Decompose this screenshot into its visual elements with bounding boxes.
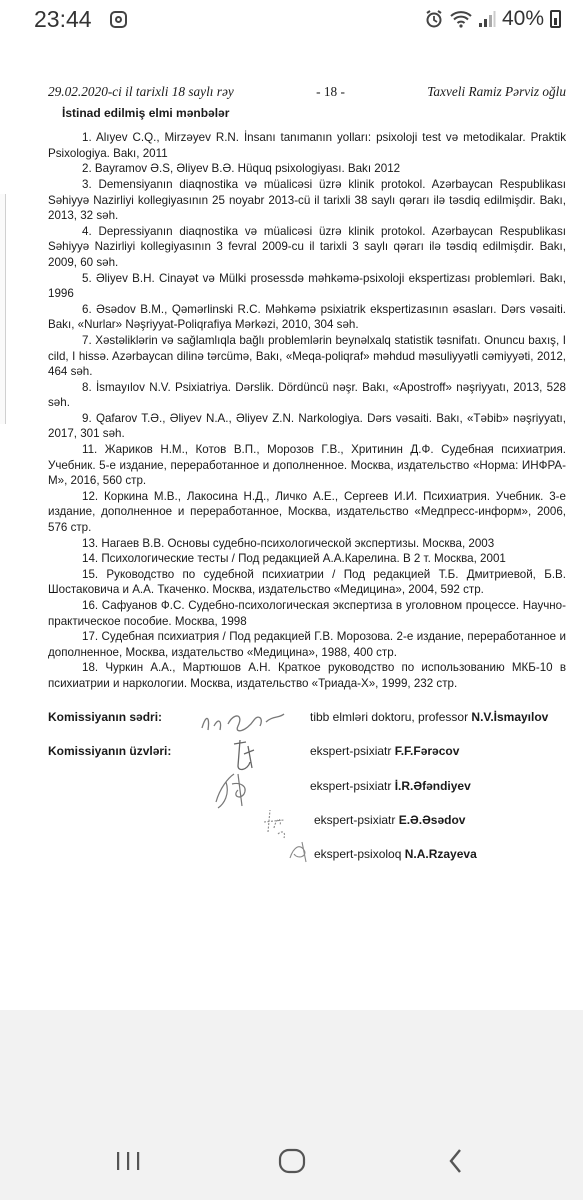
document-header bbox=[48, 84, 566, 100]
commission-members-label: Komissiyanın üzvləri: bbox=[48, 743, 172, 758]
back-button[interactable] bbox=[436, 1148, 476, 1174]
edge-panel-handle[interactable] bbox=[0, 194, 6, 424]
reference-item: 6. Əsədov B.M., Qəmərlinski R.C. Məhkəmə psixiatrik ekspertizasının əsasları. Dərs vəsaiti. Bakı, «Nurlar» Nəşriyyat-Poliqrafiya Mərkəzi, 2010, 304 səh. bbox=[48, 302, 566, 332]
member-name: F.F.Fərəcov bbox=[394, 743, 460, 758]
camera-icon bbox=[110, 11, 127, 28]
home-icon bbox=[278, 1148, 306, 1174]
reference-item: 7. Xəstəliklərin və sağlamlıqla bağlı problemlərin beynəlxalq statistik təsnifatı. Onuncu baxış, I cild, I hissə. Azərbaycan dilinə tərcümə, Bakı, «Meqa-poliqraf» məhdud məsuliyyətli cəmiyyəti, 2012, 464 səh. bbox=[48, 333, 566, 379]
reference-item: 1. Alıyev C.Q., Mirzəyev R.N. İnsanı tanımanın yolları: psixoloji test və metodikalar. Praktik Psixologiya. Bakı, 2011 bbox=[48, 131, 566, 160]
document-body bbox=[48, 84, 566, 866]
commission-chair-label: Komissiyanın sədri: bbox=[48, 709, 163, 724]
wifi-icon bbox=[450, 10, 472, 28]
back-icon bbox=[448, 1148, 464, 1174]
reference-item: 13. Нагаев В.В. Основы судебно-психологической экспертизы. Москва, 2003 bbox=[82, 536, 495, 550]
member-row bbox=[314, 813, 465, 829]
reference-item: 18. Чуркин А.А., Мартюшов А.Н. Краткое руководство по использованию МКБ-10 в психиатрии и наркологии. Москва, издательство «Триада-Х», 1999, 232 стр. bbox=[48, 661, 566, 690]
signal-icon bbox=[478, 10, 496, 28]
member-name: E.Ə.Əsədov bbox=[398, 812, 466, 827]
member-title: ekspert-psixiatr bbox=[310, 778, 392, 793]
signature-member bbox=[208, 768, 258, 812]
battery-percent: 40% bbox=[501, 7, 544, 30]
member-row bbox=[310, 779, 471, 795]
reference-item: 3. Demensiyanın diaqnostika və müalicəsi üzrə klinik protokol. Azərbaycan Respublikası Səhiyyə Nazirliyi kollegiyasının 25 noyabr 2013-cü il tarixli 38 saylı qərarı ilə təsdiq edilmişdir. Bakı, 2013, 32 səh. bbox=[48, 177, 566, 223]
chair-name: N.V.İsmayılov bbox=[471, 709, 549, 724]
status-bar bbox=[0, 0, 583, 44]
signature-member bbox=[284, 836, 314, 866]
battery-icon bbox=[550, 10, 561, 28]
document-page[interactable] bbox=[0, 44, 583, 1010]
alarm-icon bbox=[424, 9, 444, 29]
chair-row bbox=[310, 710, 548, 726]
home-button[interactable] bbox=[272, 1148, 312, 1174]
reference-item: 17. Судебная психиатрия / Под редакцией Г.В. Морозова. 2-е издание, переработанное и дополненное, Москва, издательство «Медицина», 1988, 400 стр. bbox=[48, 630, 566, 659]
member-name: İ.R.Əfəndiyev bbox=[394, 778, 471, 793]
recents-icon bbox=[115, 1150, 141, 1172]
section-title: İstinad edilmiş elmi mənbələr bbox=[62, 105, 230, 120]
reference-item: 5. Əliyev B.H. Cinayət və Mülki prosessdə məhkəmə-psixoloji ekspertizası problemləri. Bakı, 1996 bbox=[48, 271, 566, 301]
member-title: ekspert-psixiatr bbox=[314, 812, 396, 827]
reference-item: 14. Психологические тесты / Под редакцией А.А.Карелина. В 2 т. Москва, 2001 bbox=[82, 552, 506, 566]
reference-item: 15. Руководство по судебной психиатрии / Под редакцией Т.Б. Дмитриевой, Б.В. Шостаковича и А.А. Ткаченко. Москва, издательство «Медицина», 2004, 592 стр. bbox=[48, 567, 566, 597]
header-left: 29.02.2020-ci il tarixli 18 saylı rəy bbox=[48, 84, 234, 99]
reference-item: 16. Сафуанов Ф.С. Судебно-психологическая экспертиза в уголовном процессе. Научно-практическое пособие. Москва, 1998 bbox=[48, 599, 566, 628]
reference-item: 2. Bayramov Ə.S, Əliyev B.Ə. Hüquq psixologiyası. Bakı 2012 bbox=[82, 162, 401, 176]
reference-item: 11. Жариков Н.М., Котов В.П., Морозов Г.В., Хритинин Д.Ф. Судебная психиатрия. Учебник. 5-е издание, переработанное и дополненное. Москва, издательство «Норма: ИНФРА-М», 2016, 560 стр. bbox=[48, 443, 566, 488]
reference-item: 4. Depressiyanın diaqnostika və müalicəsi üzrə klinik protokol. Azərbaycan Respublikası Səhiyyə Nazirliyi kollegiyasının 3 fevral 2009-cu il tarixli 3 saylı qərarı ilə təsdiq edilmişdir. Bakı, 2009, 60 səh. bbox=[48, 224, 566, 269]
signature-chair bbox=[198, 706, 288, 736]
page-number: - 18 - bbox=[316, 84, 345, 99]
status-icons bbox=[424, 7, 561, 31]
reference-list bbox=[48, 130, 566, 691]
reference-item: 12. Коркина М.В., Лакосина Н.Д., Личко А.Е., Сергеев И.И. Психиатрия. Учебник. 3-е издание, дополненное и переработанное, Москва, издательство «Медпресс-информ», 2006, 576 стр. bbox=[48, 489, 566, 535]
reference-item: 8. İsmayılov N.V. Psixiatriya. Dərslik. Dördüncü nəşr. Bakı, «Apostroff» nəşriyyatı, 2013, 528 səh. bbox=[48, 380, 566, 410]
member-title: ekspert-psixoloq bbox=[314, 846, 402, 861]
recents-button[interactable] bbox=[108, 1148, 148, 1174]
reference-item: 9. Qafarov T.Ə., Əliyev N.A., Əliyev Z.N. Narkologiya. Dərs vəsaiti. Bakı, «Təbib» nəşriyyatı, 2017, 301 səh. bbox=[48, 411, 566, 441]
member-row bbox=[310, 744, 459, 760]
navigation-bar bbox=[0, 1118, 583, 1200]
clock: 23:44 bbox=[34, 6, 92, 32]
member-name: N.A.Rzayeva bbox=[404, 846, 477, 861]
commission-block bbox=[48, 706, 566, 866]
chair-title: tibb elmləri doktoru, professor bbox=[310, 709, 469, 724]
member-title: ekspert-psixiatr bbox=[310, 743, 392, 758]
member-row bbox=[314, 847, 477, 863]
header-right: Taxveli Ramiz Pərviz oğlu bbox=[427, 84, 566, 99]
